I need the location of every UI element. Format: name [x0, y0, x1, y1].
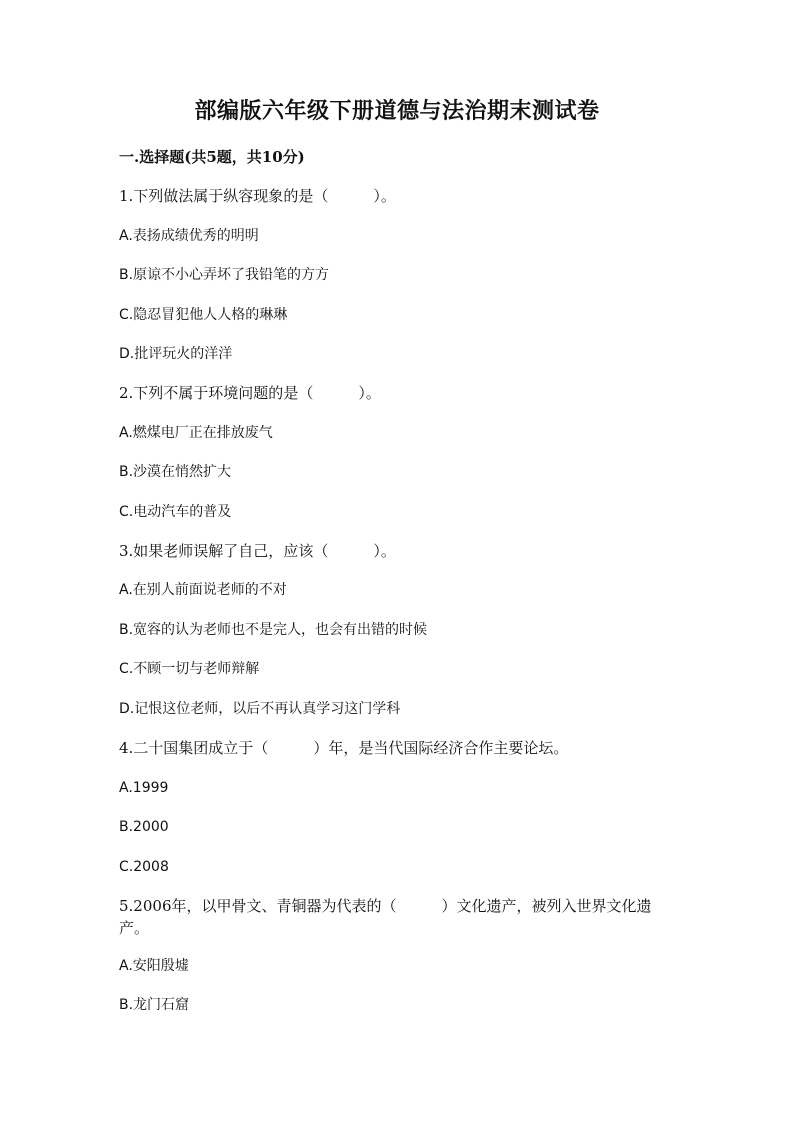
option-b: B.宽容的认为老师也不是完人，也会有出错的时候 — [119, 622, 428, 638]
option-a: A.安阳殷墟 — [119, 958, 189, 974]
question-stem: 3.如果老师误解了自己，应该（ ）。 — [119, 542, 396, 560]
option-a: A.燃煤电厂正在排放废气 — [119, 425, 273, 441]
section-heading: 一.选择题(共5题，共10分) — [119, 148, 305, 166]
question-stem: 1.下列做法属于纵容现象的是（ ）。 — [119, 187, 396, 205]
option-b: B.沙漠在悄然扩大 — [119, 464, 232, 480]
option-b: B.原谅不小心弄坏了我铅笔的方方 — [119, 267, 330, 283]
exam-title: 部编版六年级下册道德与法治期末测试卷 — [194, 98, 600, 124]
option-c: C.2008 — [119, 859, 169, 875]
question-stem: 2.下列不属于环境问题的是（ ）。 — [119, 384, 381, 402]
option-a: A.1999 — [119, 780, 169, 796]
option-b: B.龙门石窟 — [119, 997, 190, 1013]
question-stem: 4.二十国集团成立于（ ）年，是当代国际经济合作主要论坛。 — [119, 739, 569, 757]
option-c: C.不顾一切与老师辩解 — [119, 661, 260, 677]
option-b: B.2000 — [119, 819, 169, 835]
option-c: C.电动汽车的普及 — [119, 504, 232, 520]
option-d: D.批评玩火的洋洋 — [119, 346, 233, 362]
option-c: C.隐忍冒犯他人人格的琳琳 — [119, 307, 288, 323]
option-a: A.表扬成绩优秀的明明 — [119, 228, 259, 244]
option-d: D.记恨这位老师，以后不再认真学习这门学科 — [119, 701, 401, 717]
option-a: A.在别人前面说老师的不对 — [119, 582, 287, 598]
question-stem: 5.2006年，以甲骨文、青铜器为代表的（ ）文化遗产，被列入世界文化遗产。 — [119, 897, 652, 937]
